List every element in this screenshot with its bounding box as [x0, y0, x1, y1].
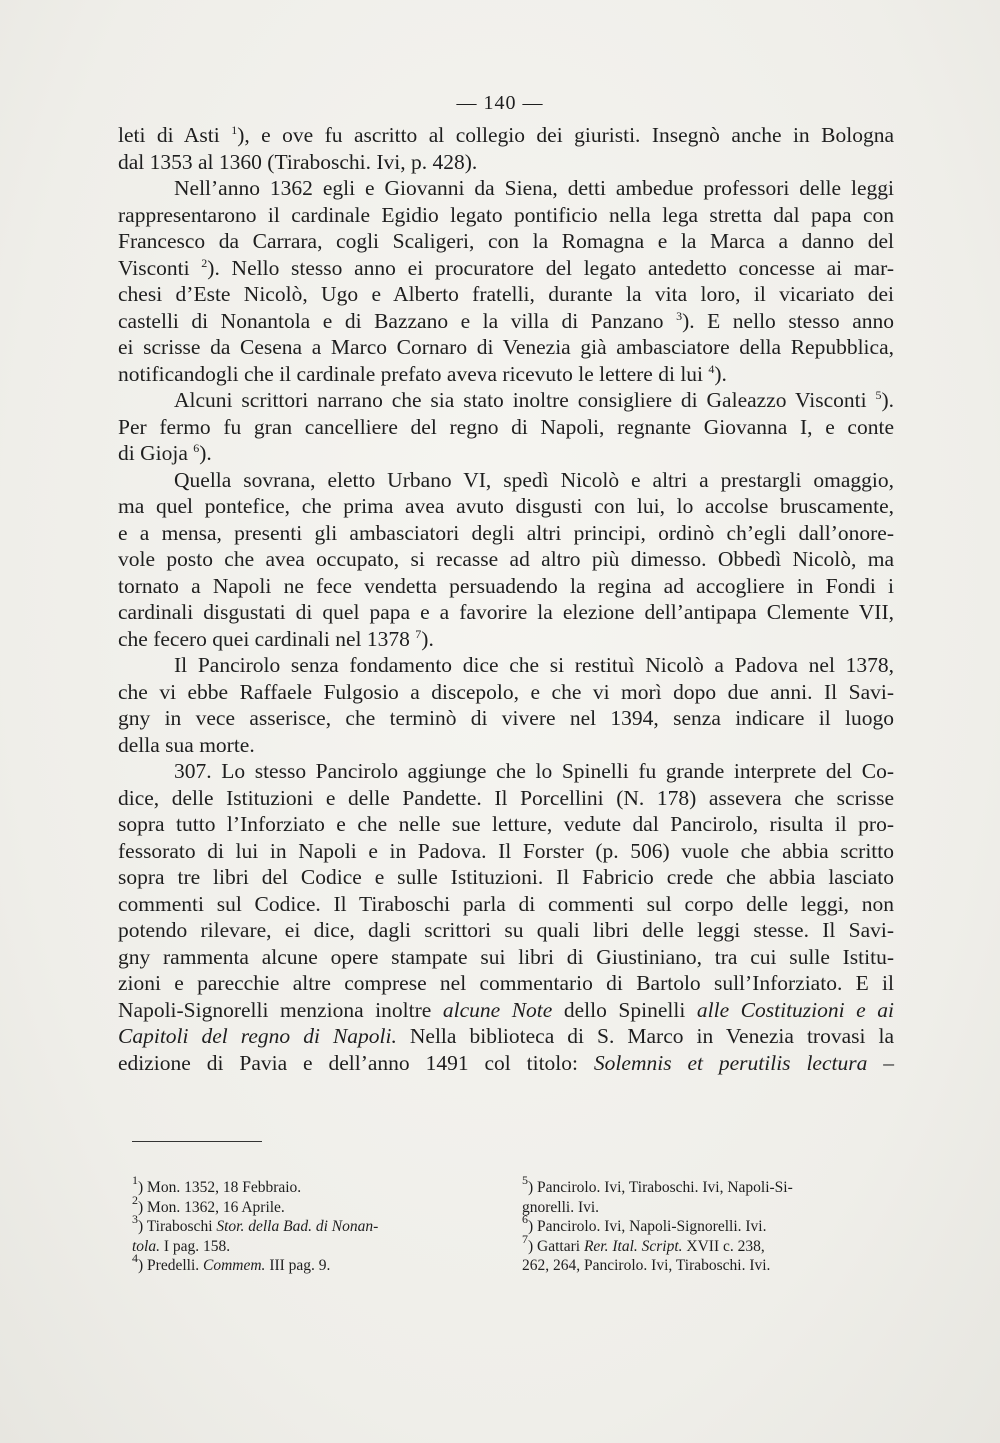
footnote-line — [522, 1231, 894, 1257]
text-run: Nella biblioteca di S. Marco in Venezia trovasi la — [396, 1024, 895, 1048]
text-run: ). — [714, 361, 727, 386]
text-line — [118, 785, 894, 812]
text-line — [118, 281, 894, 308]
text-line — [118, 255, 894, 282]
italic-text: Solemnis et perutilis lectura — [593, 1050, 868, 1075]
text-run: zioni e parecchie altre comprese nel commentario di Bartolo sull’Inforziato. E il — [118, 971, 894, 995]
text-line — [118, 149, 894, 176]
text-line — [118, 732, 894, 759]
text-run: tornato a Napoli ne fece vendetta persuadendo la regina ad accogliere in Fondi i — [118, 573, 894, 598]
footnotes-right-column — [522, 1173, 894, 1276]
text-run: Napoli-Signorelli menziona inoltre — [118, 997, 443, 1022]
text-run: castelli di Nonantola e di Bazzano e la villa di Panzano — [118, 308, 677, 333]
text-line — [118, 679, 894, 706]
italic-text: alcune Note — [442, 997, 553, 1022]
text-line — [118, 599, 894, 626]
text-run: sopra tre libri del Codice e sulle Istituzioni. Il Fabricio crede che abbia lasciato — [118, 865, 894, 889]
footnote-line — [132, 1173, 472, 1198]
body-text — [118, 122, 894, 1076]
text-run: vole posto che avea occupato, si recasse ad altro più dimesso. Obbedì Nicolò, ma — [118, 547, 894, 571]
text-line — [118, 838, 894, 865]
text-run: ) Mon. 1362, 16 Aprile. — [138, 1198, 285, 1216]
text-run: Visconti — [118, 255, 202, 280]
footnote-line — [132, 1212, 472, 1237]
text-run: ma quel pontefice, che prima avea avuto disgusti con lui, lo accolse bruscamente, — [118, 494, 894, 518]
text-line — [118, 652, 894, 679]
text-line — [118, 520, 894, 547]
footnote-marker: 1 — [231, 123, 238, 137]
text-run: Il Pancirolo senza fondamento dice che si restituì Nicolò a Padova nel 1378, — [174, 653, 894, 677]
text-run: 307. Lo stesso Pancirolo aggiunge che lo Spinelli fu grande interprete del Co- — [174, 759, 894, 783]
text-line — [118, 1023, 894, 1050]
text-run: III pag. 9. — [265, 1257, 331, 1274]
footnote-marker: 6 — [522, 1212, 528, 1226]
footnote-marker: 3 — [676, 308, 683, 323]
footnote-line — [522, 1198, 894, 1218]
text-run: notificandogli che il cardinale prefato aveva ricevuto le lettere di lui — [118, 361, 709, 386]
text-run: rappresentarono il cardinale Egidio legato pontificio nella lega stretta dal papa con — [118, 202, 894, 227]
text-run: ) Tiraboschi — [138, 1218, 217, 1235]
text-line — [118, 493, 894, 520]
text-line — [118, 414, 894, 441]
text-line — [118, 361, 894, 388]
text-run: Per fermo fu gran cancelliere del regno di Napoli, regnante Giovanna I, e conte — [118, 414, 894, 439]
text-line — [118, 811, 894, 838]
text-run: commenti sul Codice. Il Tiraboschi parla di commenti sul corpo delle leggi, non — [118, 891, 894, 916]
footnote-marker: 5 — [522, 1173, 528, 1187]
text-run: cardinali disgustati di quel papa e a favorire la elezione dell’antipapa Clemente VII, — [118, 600, 894, 624]
text-run: potendo rilevare, ei dice, dagli scrittori su quali libri delle leggi stesse. Il Savi- — [118, 918, 894, 942]
text-line — [118, 546, 894, 573]
text-run: XVII c. 238, — [682, 1237, 765, 1255]
footnote-marker: 5 — [875, 388, 882, 402]
text-line — [118, 202, 894, 229]
text-run: ). E nello stesso anno — [682, 308, 894, 333]
text-line — [118, 308, 894, 335]
text-line — [118, 864, 894, 891]
text-run: dello Spinelli — [552, 997, 697, 1022]
text-line — [118, 917, 894, 944]
text-line — [118, 175, 894, 202]
text-run: gny in vece asserisce, che terminò di vivere nel 1394, senza indicare il luogo — [118, 706, 894, 730]
text-run: edizione di Pavia e dell’anno 1491 col titolo: — [118, 1050, 594, 1075]
footnote-line — [522, 1212, 894, 1237]
text-run: Francesco da Carrara, cogli Scaligeri, con la Romagna e la Marca a danno del — [118, 229, 894, 253]
text-run: Nell’anno 1362 egli e Giovanni da Siena, detti ambedue professori delle leggi — [174, 176, 894, 200]
text-run: Alcuni scrittori narrano che sia stato inoltre consigliere di Galeazzo Visconti — [174, 388, 876, 412]
text-run: che vi ebbe Raffaele Fulgosio a discepolo, e che vi morì dopo due anni. Il Savi- — [118, 679, 894, 704]
text-run: gny rammenta alcune opere stampate sui libri di Giustiniano, tra cui sulle Istitu- — [118, 944, 894, 969]
italic-text: alle Costituzioni e ai — [696, 997, 895, 1022]
footnote-marker: 6 — [193, 441, 200, 455]
text-line — [118, 228, 894, 255]
text-run: leti di Asti — [118, 123, 232, 147]
text-line — [118, 705, 894, 732]
text-line — [118, 626, 894, 653]
text-run: chesi d’Este Nicolò, Ugo e Alberto fratelli, durante la vita loro, il vicariato dei — [118, 282, 894, 306]
footnote-separator — [132, 1141, 262, 1142]
text-run: che fecero quei cardinali nel 1378 — [118, 626, 416, 651]
text-run: ) Pancirolo. Ivi, Tiraboschi. Ivi, Napoli-Si- — [528, 1179, 793, 1196]
footnote-line — [522, 1256, 894, 1276]
text-line — [118, 387, 894, 414]
text-run: ), e ove fu ascritto al collegio dei giuristi. Insegnò anche in Bologna — [237, 123, 894, 147]
footnote-marker: 3 — [132, 1212, 138, 1226]
text-run: ) Gattari — [528, 1237, 584, 1255]
footnote-line — [132, 1237, 472, 1257]
italic-text: Rer. Ital. Script. — [583, 1237, 683, 1255]
text-run: ). — [421, 626, 434, 651]
text-line — [118, 467, 894, 494]
footnote-marker: 7 — [522, 1231, 528, 1246]
text-run: ei scrisse da Cesena a Marco Cornaro di Venezia già ambasciatore della Repubblica, — [118, 335, 894, 359]
footnote-line — [132, 1251, 472, 1276]
footnote-marker: 4 — [132, 1251, 138, 1265]
italic-text: tola. — [132, 1237, 160, 1255]
italic-text: Capitoli del regno di Napoli. — [118, 1024, 397, 1048]
text-run: ) Mon. 1352, 18 Febbraio. — [138, 1179, 302, 1196]
text-run: dice, delle Istituzioni e delle Pandette. Il Porcellini (N. 178) assevera che scrisse — [118, 785, 894, 810]
text-line — [118, 122, 894, 149]
text-run: ). — [881, 388, 894, 412]
text-line — [118, 970, 894, 997]
text-run: ). Nello stesso anno ei procuratore del legato antedetto concesse ai mar- — [207, 255, 894, 280]
italic-text: Stor. della Bad. di Nonan- — [216, 1218, 379, 1235]
text-line — [118, 334, 894, 361]
page-number: — 140 — — [456, 92, 544, 114]
footnote-marker: 7 — [415, 626, 422, 641]
text-run: della sua morte. — [118, 732, 255, 757]
text-run: Quella sovrana, eletto Urbano VI, spedì Nicolò e altri a prestargli omaggio, — [174, 467, 894, 492]
text-run: fessorato di lui in Napoli e in Padova. Il Forster (p. 506) vuole che abbia scritto — [118, 838, 894, 863]
footnotes-left-column — [132, 1173, 472, 1276]
text-line — [118, 440, 894, 467]
text-run: dal 1353 al 1360 (Tiraboschi. Ivi, p. 428). — [118, 149, 478, 174]
text-run: sopra tutto l’Inforziato e che nelle sue letture, vedute dal Pancirolo, risulta il pro- — [118, 812, 894, 836]
text-line — [118, 997, 894, 1024]
footnote-marker: 2 — [201, 255, 208, 270]
text-run: 262, 264, Pancirolo. Ivi, Tiraboschi. Ivi. — [522, 1257, 771, 1274]
text-run: di Gioja — [118, 441, 194, 465]
footnote-line — [522, 1173, 894, 1198]
text-line — [118, 1050, 894, 1077]
text-line — [118, 573, 894, 600]
footnote-line — [132, 1192, 472, 1218]
text-run: gnorelli. Ivi. — [522, 1198, 600, 1216]
text-run: e a mensa, presenti gli ambasciatori degli altri principi, ordinò ch’egli dall’onore- — [118, 520, 894, 545]
text-run: ) Pancirolo. Ivi, Napoli-Signorelli. Ivi. — [528, 1218, 767, 1235]
footnote-marker: 1 — [132, 1173, 138, 1187]
text-run: – — [867, 1050, 895, 1075]
text-run: ). — [199, 441, 212, 465]
text-run: I pag. 158. — [160, 1237, 231, 1255]
text-line — [118, 944, 894, 971]
text-line — [118, 758, 894, 785]
text-line — [118, 891, 894, 918]
footnote-marker: 2 — [132, 1192, 138, 1207]
text-run: ) Predelli. — [138, 1257, 203, 1274]
italic-text: Commem. — [203, 1257, 266, 1274]
footnote-marker: 4 — [708, 361, 715, 376]
